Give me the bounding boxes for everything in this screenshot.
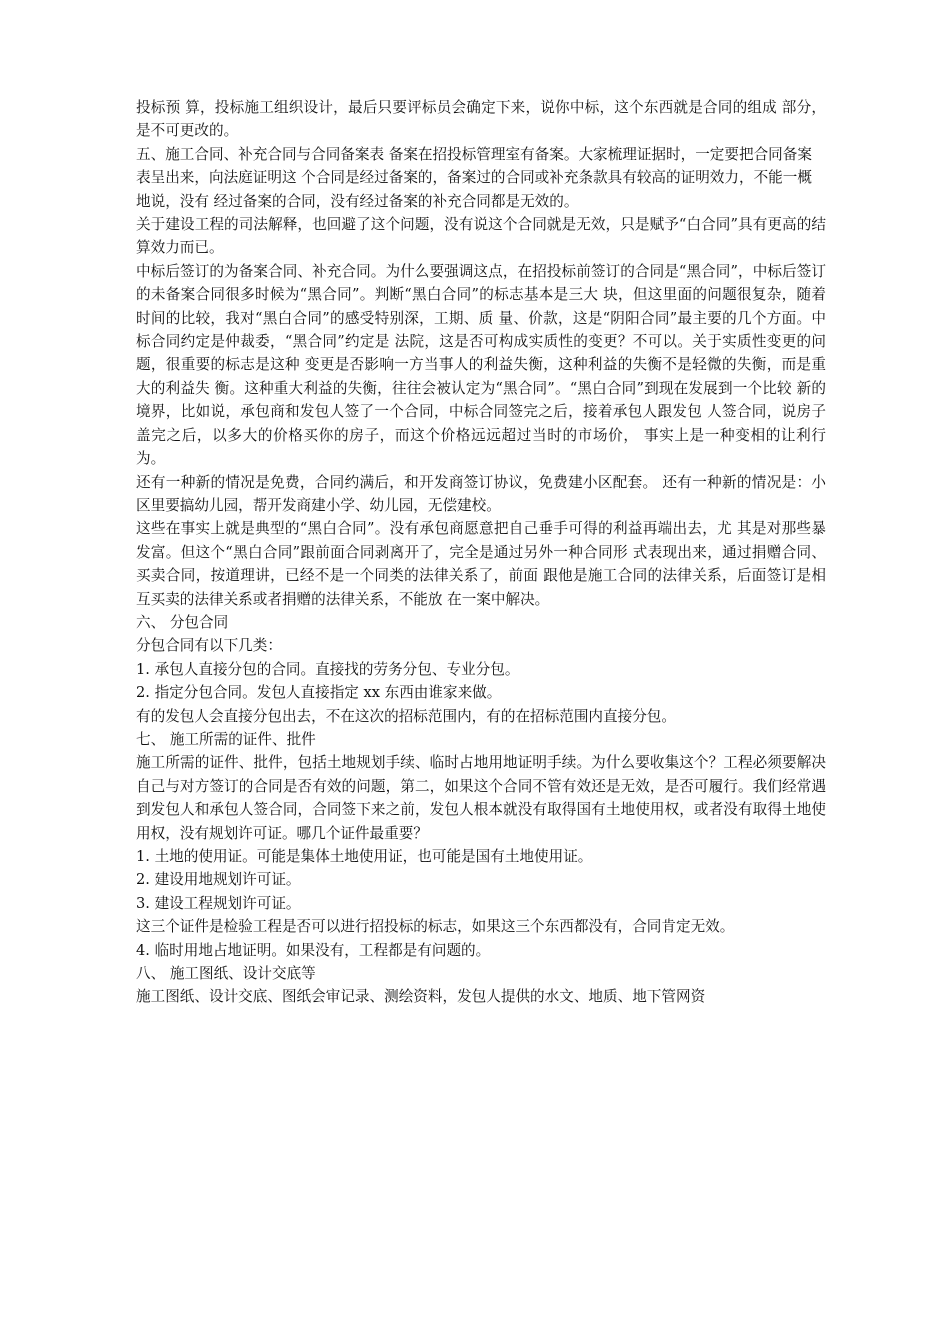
paragraph-permits: 施工所需的证件、批件，包括土地规划手续、临时占地用地证明手续。为什么要收集这个？工程必须要解决自己与对方签订的合同是否有效的问题，第二，如果这个合同不管有效还是无效，是否可履行。我们经常遇到发包人和承包人签合同，合同签下来之前，发包人根本就没有取得国有土地使用权，或者没有取得土地使用权，没有规划许可证。哪几个证件最重要？ bbox=[136, 754, 826, 842]
paragraph-permit-check: 这三个证件是检验工程是否可以进行招投标的标志，如果这三个东西都没有，合同肯定无效。 bbox=[136, 918, 735, 936]
paragraph-judicial-interpretation: 关于建设工程的司法解释，也回避了这个问题，没有说这个合同就是无效，只是赋予“白合同”具有更高的结算效力而已。 bbox=[136, 216, 826, 257]
section-8-heading: 八、 施工图纸、设计交底等 bbox=[136, 965, 316, 983]
paragraph-section-5-heading: 五、施工合同、补充合同与合同备案表 备案在招投标管理室有备案。大家梳理证据时，一定要把合同备案表呈出来，向法庭证明这 个合同是经过备案的，备案过的合同或补充条款具有较高的证明效力，不能一概地说，没有 经过备案的合同，没有经过备案的补充合同都是无效的。 bbox=[136, 145, 812, 210]
list-item-permit-2: 2. 建设用地规划许可证。 bbox=[136, 871, 301, 889]
paragraph-typical-contracts: 这些在事实上就是典型的“黑白合同”。没有承包商愿意把自己垂手可得的利益再端出去，尤 其是对那些暴发富。但这个“黑白合同”跟前面合同剥离开了，完全是通过另外一种合同形 式表现出来，通过捐赠合同、买卖合同，按道理讲，已经不是一个同类的法律关系了，前面 跟他是施工合同的法律关系，后面签订是相互买卖的法律关系或者捐赠的法律关系，不能放 在一案中解决。 bbox=[136, 520, 826, 608]
paragraph-subcontract-types: 分包合同有以下几类： bbox=[136, 637, 282, 655]
paragraph-direct-subcontract: 有的发包人会直接分包出去，不在这次的招标范围内，有的在招标范围内直接分包。 bbox=[136, 707, 676, 725]
list-item-permit-4: 4. 临时用地占地证明。如果没有，工程都是有问题的。 bbox=[136, 941, 491, 959]
paragraph-drawings: 施工图纸、设计交底、图纸会审记录、测绘资料，发包人提供的水文、地质、地下管网资 bbox=[136, 988, 706, 1006]
list-item-permit-3: 3. 建设工程规划许可证。 bbox=[136, 894, 301, 912]
section-7-heading: 七、 施工所需的证件、批件 bbox=[136, 730, 316, 748]
list-item-subcontract-1: 1. 承包人直接分包的合同。直接找的劳务分包、专业分包。 bbox=[136, 660, 520, 678]
paragraph-bid-budget: 投标预 算，投标施工组织设计，最后只要评标员会确定下来，说你中标，这个东西就是合同的组成 部分，是不可更改的。 bbox=[136, 99, 826, 140]
section-6-heading: 六、 分包合同 bbox=[136, 613, 229, 631]
paragraph-black-white-contracts: 中标后签订的为备案合同、补充合同。为什么要强调这点，在招投标前签订的合同是“黑合同”，中标后签订的未备案合同很多时候为“黑合同”。判断“黑白合同”的标志基本是三大 块，但这里面的问题很复杂，随着时间的比较，我对“黑白合同”的感受特别深，工期、质 量、价款，这是“阴阳合同”最主要的几个方面。中标合同约定是仲裁委，“黑合同”约定是 法院，这是否可构成实质性的变更？不可以。关于实质性变更的问题，很重要的标志是这种 变更是否影响一方当事人的利益失衡，这种利益的失衡不是轻微的失衡，而是重大的利益失 衡。这种重大利益的失衡，往往会被认定为“黑合同”。“黑白合同”到现在发展到一个比较 新的境界，比如说，承包商和发包人签了一个合同，中标合同签完之后，接着承包人跟发包 人签合同，说房子盖完之后，以多大的价格买你的房子，而这个价格远远超过当时的市场价， 事实上是一种变相的让利行为。 bbox=[136, 262, 827, 468]
paragraph-new-situation: 还有一种新的情况是免费，合同约满后，和开发商签订协议，免费建小区配套。 还有一种新的情况是：小区里要搞幼儿园，帮开发商建小学、幼儿园，无偿建校。 bbox=[136, 473, 826, 514]
list-item-permit-1: 1. 土地的使用证。可能是集体土地使用证，也可能是国有土地使用证。 bbox=[136, 848, 593, 865]
document-page bbox=[136, 96, 826, 1009]
list-item-subcontract-2: 2. 指定分包合同。发包人直接指定 xx 东西由谁家来做。 bbox=[136, 684, 502, 702]
